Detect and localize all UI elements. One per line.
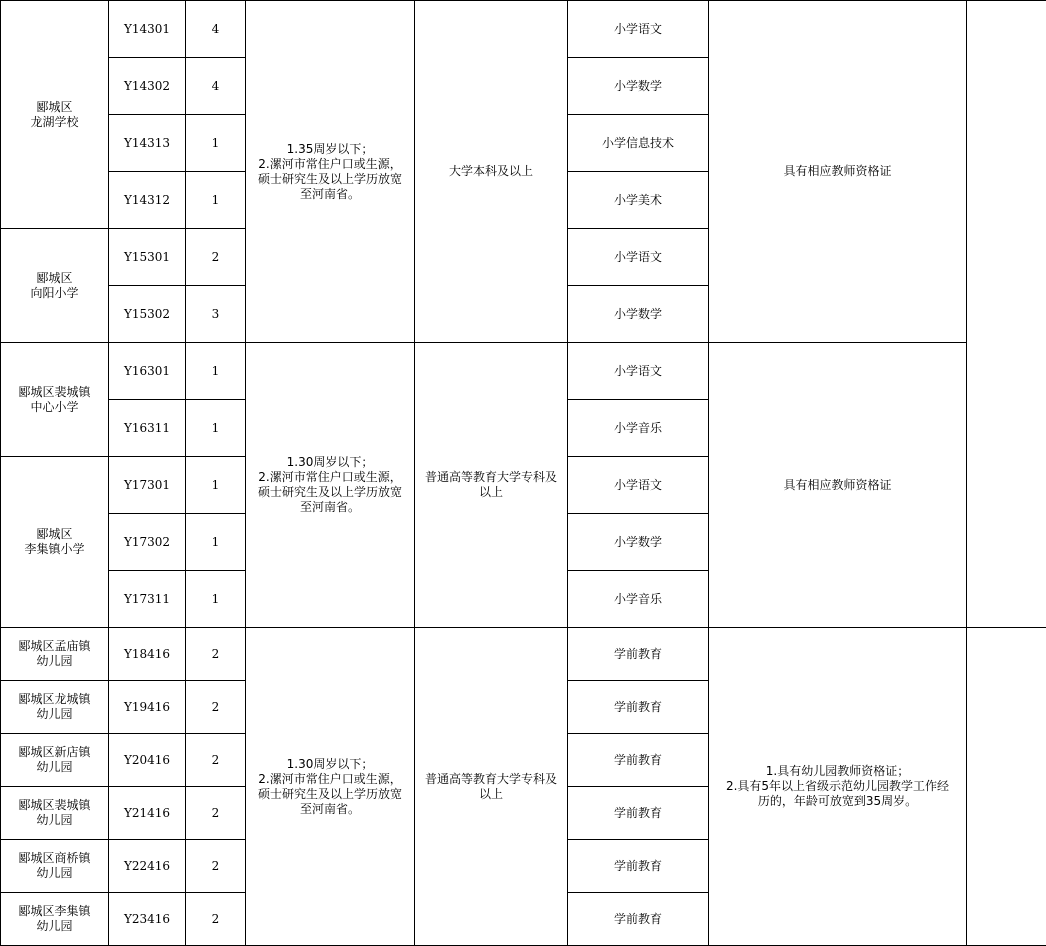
- hiring-count: 4: [186, 1, 246, 58]
- subject: 学前教育: [568, 787, 709, 840]
- position-code: Y18416: [109, 628, 186, 681]
- school-name: [1, 229, 109, 343]
- other-requirement-line: 1.具有幼儿园教师资格证；: [765, 764, 910, 778]
- school-name-line: 龙湖学校: [30, 114, 79, 129]
- age-requirement-line: 1.30周岁以下；: [286, 756, 374, 771]
- hiring-count: 2: [186, 229, 246, 286]
- school-name: [1, 457, 109, 628]
- hiring-count: 2: [186, 628, 246, 681]
- school-name-line: 幼儿园: [36, 707, 73, 721]
- position-code: Y17311: [109, 571, 186, 628]
- school-name-line: 郾城区新店镇: [18, 745, 91, 759]
- position-code: Y17301: [109, 457, 186, 514]
- subject: 学前教育: [568, 628, 709, 681]
- school-name-line: 幼儿园: [36, 654, 73, 668]
- position-code: Y15301: [109, 229, 186, 286]
- school-name: [1, 681, 109, 734]
- education-requirement-line: 以上: [478, 485, 503, 499]
- school-name-line: 幼儿园: [36, 760, 73, 774]
- remarks-cell: [967, 628, 1046, 946]
- subject: 小学数学: [568, 514, 709, 571]
- subject: 小学数学: [568, 286, 709, 343]
- subject: 学前教育: [568, 681, 709, 734]
- hiring-count: 1: [186, 400, 246, 457]
- school-name-line: 郾城区孟庙镇: [18, 639, 91, 653]
- hiring-count: 1: [186, 115, 246, 172]
- education-requirement-line: 以上: [478, 786, 503, 801]
- school-name-line: 郾城区李集镇: [18, 904, 91, 918]
- other-requirement-line: 具有相应教师资格证: [783, 164, 892, 178]
- school-name-line: 幼儿园: [36, 866, 73, 880]
- hiring-count: 2: [186, 681, 246, 734]
- position-code: Y14301: [109, 1, 186, 58]
- school-name: [1, 628, 109, 681]
- subject: 小学音乐: [568, 571, 709, 628]
- age-requirement-line: 至河南省。: [299, 186, 360, 201]
- hiring-count: 1: [186, 457, 246, 514]
- age-requirement: [246, 1, 415, 343]
- hiring-count: 2: [186, 893, 246, 946]
- age-requirement-line: 硕士研究生及以上学历放宽: [257, 786, 402, 801]
- school-name: [1, 840, 109, 893]
- education-requirement: [415, 1, 568, 343]
- school-name-line: 郾城区龙城镇: [18, 692, 91, 706]
- subject: 小学语文: [568, 343, 709, 400]
- age-requirement-line: 硕士研究生及以上学历放宽: [257, 485, 402, 499]
- school-name-line: 郾城区: [36, 270, 73, 285]
- subject: 小学信息技术: [568, 115, 709, 172]
- education-requirement-line: 大学本科及以上: [448, 164, 533, 178]
- other-requirement: [709, 1, 967, 343]
- other-requirement-line: 具有相应教师资格证: [783, 477, 892, 492]
- position-code: Y15302: [109, 286, 186, 343]
- hiring-count: 1: [186, 571, 246, 628]
- school-name-line: 郾城区商桥镇: [18, 851, 91, 865]
- hiring-count: 4: [186, 58, 246, 115]
- subject: 学前教育: [568, 734, 709, 787]
- position-code: Y20416: [109, 734, 186, 787]
- position-code: Y14313: [109, 115, 186, 172]
- position-code: Y21416: [109, 787, 186, 840]
- age-requirement-line: 至河南省。: [299, 801, 360, 816]
- school-name: [1, 893, 109, 946]
- education-requirement: [415, 343, 568, 628]
- subject: 小学音乐: [568, 400, 709, 457]
- subject: 小学语文: [568, 1, 709, 58]
- school-name: [1, 787, 109, 840]
- position-code: Y23416: [109, 893, 186, 946]
- school-name-line: 中心小学: [30, 399, 79, 414]
- hiring-count: 1: [186, 514, 246, 571]
- subject: 小学语文: [568, 457, 709, 514]
- age-requirement-line: 2.漯河市常住户口或生源，: [258, 771, 402, 786]
- age-requirement-line: 至河南省。: [299, 500, 360, 514]
- position-code: Y17302: [109, 514, 186, 571]
- subject: 小学美术: [568, 172, 709, 229]
- school-name-line: 幼儿园: [36, 919, 73, 933]
- age-requirement-line: 1.35周岁以下；: [286, 141, 374, 156]
- school-name-line: 郾城区裴城镇: [18, 384, 91, 399]
- school-name-line: 李集镇小学: [24, 542, 85, 556]
- hiring-count: 2: [186, 787, 246, 840]
- other-requirement-line: 历的，年龄可放宽到35周岁。: [757, 794, 918, 808]
- education-requirement-line: 普通高等教育大学专科及: [424, 771, 557, 786]
- table-row: [1, 628, 1046, 681]
- age-requirement-line: 硕士研究生及以上学历放宽: [257, 171, 402, 186]
- table-body: [1, 1, 1046, 946]
- position-code: Y14312: [109, 172, 186, 229]
- education-requirement: [415, 628, 568, 946]
- hiring-count: 2: [186, 734, 246, 787]
- school-name-line: 郾城区: [36, 527, 73, 541]
- other-requirement-line: 2.具有5年以上省级示范幼儿园教学工作经: [725, 779, 950, 793]
- hiring-count: 1: [186, 343, 246, 400]
- school-name-line: 郾城区裴城镇: [18, 798, 91, 812]
- school-name-line: 郾城区: [36, 99, 73, 114]
- hiring-count: 2: [186, 840, 246, 893]
- position-code: Y22416: [109, 840, 186, 893]
- remarks-cell: [967, 1, 1046, 628]
- age-requirement-line: 2.漯河市常住户口或生源，: [258, 156, 402, 171]
- table-row: [1, 1, 1046, 58]
- hiring-count: 3: [186, 286, 246, 343]
- position-code: Y16311: [109, 400, 186, 457]
- school-name-line: 幼儿园: [36, 813, 73, 827]
- subject: 学前教育: [568, 893, 709, 946]
- school-name: [1, 734, 109, 787]
- age-requirement-line: 1.30周岁以下；: [286, 455, 374, 469]
- age-requirement: [246, 628, 415, 946]
- subject: 小学数学: [568, 58, 709, 115]
- hiring-count: 1: [186, 172, 246, 229]
- subject: 小学语文: [568, 229, 709, 286]
- school-name-line: 向阳小学: [30, 285, 79, 300]
- subject: 学前教育: [568, 840, 709, 893]
- education-requirement-line: 普通高等教育大学专科及: [424, 470, 557, 484]
- school-name: [1, 1, 109, 229]
- position-code: Y19416: [109, 681, 186, 734]
- age-requirement: [246, 343, 415, 628]
- age-requirement-line: 2.漯河市常住户口或生源，: [258, 470, 402, 484]
- other-requirement: [709, 628, 967, 946]
- position-code: Y16301: [109, 343, 186, 400]
- other-requirement: [709, 343, 967, 628]
- school-name: [1, 343, 109, 457]
- table-row: [1, 343, 1046, 400]
- position-code: Y14302: [109, 58, 186, 115]
